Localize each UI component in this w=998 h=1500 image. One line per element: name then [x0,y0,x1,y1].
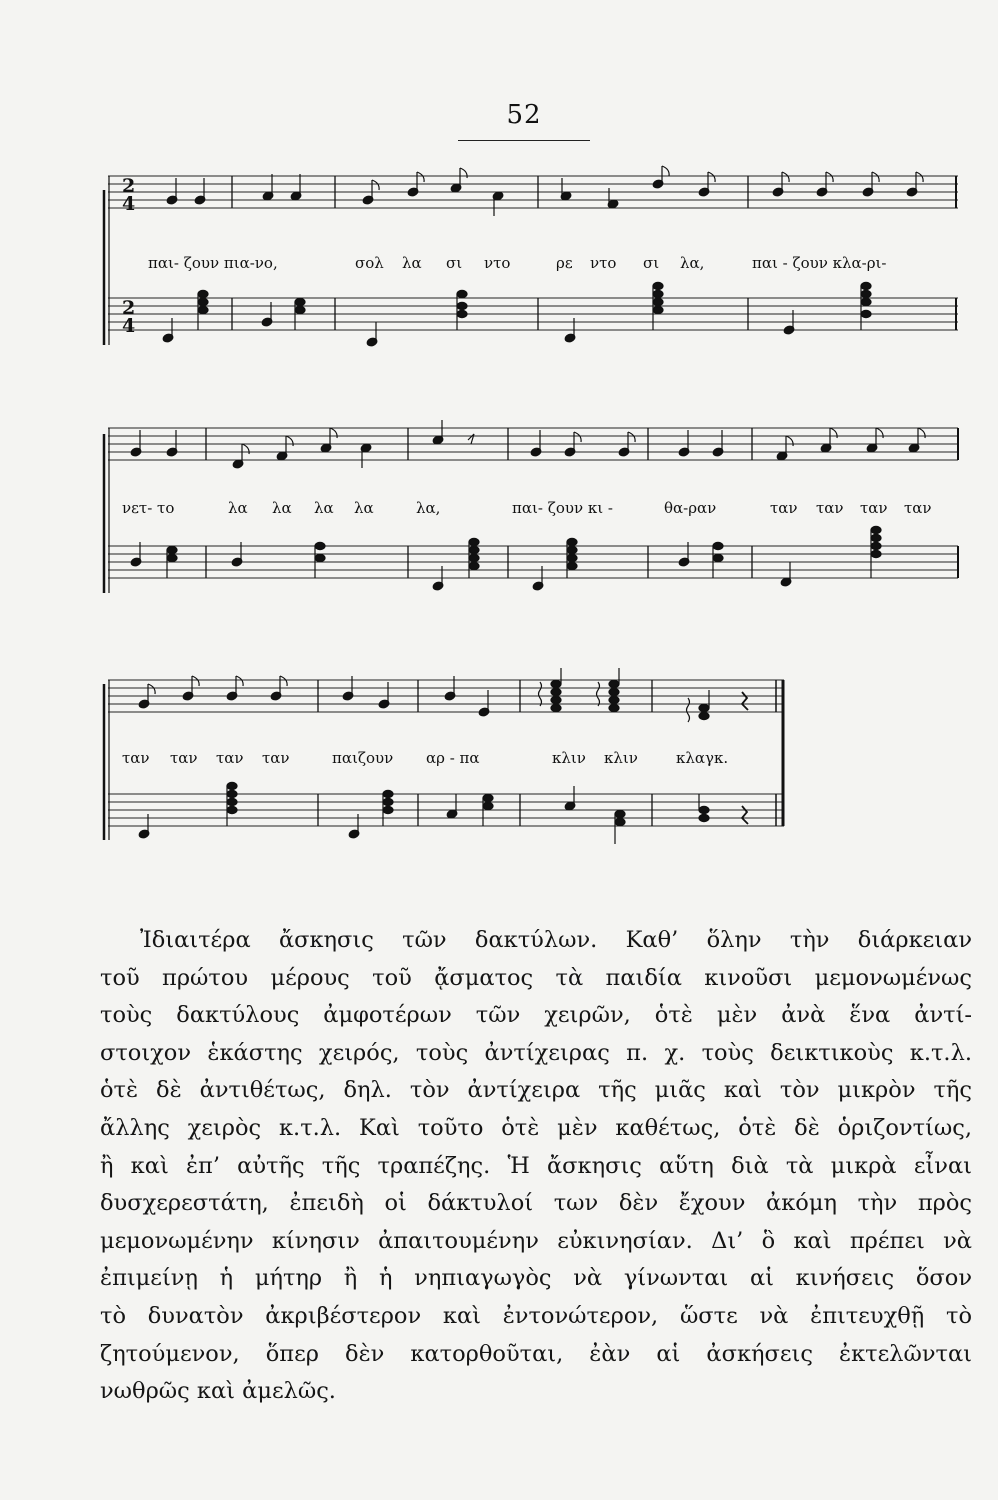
lyric-syllable: λα [228,499,248,517]
text-line: ἢ καὶ ἐπ’ αὐτῆς τῆς τραπέζης. Ἡ ἄσκησις αὕτη διὰ τὰ μικρὰ εἶναι [100,1152,972,1179]
score-svg-3 [100,668,790,853]
lyric-syllable: θα-ραν [664,499,717,517]
text-line: τοὺς δακτύλους ἀμφοτέρων τῶν χειρῶν, ὁτὲ μὲν ἀνὰ ἕνα ἀντί- [100,1002,972,1029]
lyric-syllable: ταν [262,749,290,767]
text-line: στοιχον ἑκάστης χειρός, τοὺς ἀντίχειρας π. χ. τοὺς δεικτικοὺς κ.τ.λ. [100,1039,972,1066]
text-line: Ἰδιαιτέρα ἄσκησις τῶν δακτύλων. Καθ’ ὅλην τὴν διάρκειαν [140,927,972,953]
lyric-syllable: λα [402,254,422,272]
lyric-syllable: κλιν [604,749,638,767]
bass-notes [130,526,881,591]
music-system-1 [100,170,962,355]
text-line: ζητούμενον, ὅπερ δὲν κατορθοῦται, ἐὰν αἱ ἀσκήσεις ἐκτελῶνται [100,1340,972,1367]
score-svg-1 [100,170,962,355]
system-brace-lines [104,176,109,345]
music-system-3 [100,668,790,853]
lyric-syllable: παι- ζουν κι - [512,499,613,517]
system-brace-lines [104,428,109,593]
text-line: ἐπιμείνῃ ἡ μήτηρ ἢ ἡ νηπιαγωγὸς νὰ γίνωνται αἱ κινήσεις ὅσον [100,1265,972,1292]
lyric-syllable: ταν [216,749,244,767]
lyric-syllable: λα [354,499,374,517]
lyric-syllable: νετ- το [122,499,175,517]
lyric-syllable: ταν [770,499,798,517]
lyric-syllable: σι [446,254,463,272]
lyric-syllable: ταν [816,499,844,517]
treble-notes [130,420,925,469]
lyrics-line-2 [122,499,932,517]
lyric-syllable: κλιν [552,749,586,767]
body-text [100,922,972,1411]
text-line: μεμονωμένην κίνησιν ἀπαιτουμένην εὐκινησίαν. Δι’ ὃ καὶ πρέπει νὰ [100,1227,972,1254]
lyric-syllable: λα, [680,254,705,272]
time-signature-bottom: 4 [122,193,136,215]
lyric-syllable: λα, [416,499,441,517]
page-number-rule [458,140,590,141]
bass-staff [108,298,958,330]
lyric-syllable: κλαγκ. [676,749,729,767]
text-line: ὁτὲ δὲ ἀντιθέτως, δηλ. τὸν ἀντίχειρα τῆς μιᾶς καὶ τὸν μικρὸν τῆς [100,1077,972,1104]
bass-staff [108,794,784,826]
lyric-syllable: ταν [860,499,888,517]
time-signature-top: 2 [122,297,136,319]
lyric-syllable: ταν [170,749,198,767]
lyric-syllable: αρ - πα [426,749,480,767]
lyric-syllable: σολ [355,254,384,272]
score-svg-2 [100,418,962,603]
lyric-syllable: λα [272,499,292,517]
lyric-syllable: ταν [904,499,932,517]
text-line: νωθρῶς καὶ ἀμελῶς. [100,1378,336,1405]
lyric-syllable: ντο [484,254,511,272]
time-signature-bottom: 4 [122,315,136,337]
lyric-syllable: παι - ζουν κλα-ρι- [752,254,887,272]
barlines [232,176,956,330]
text-line: δυσχερεστάτη, ἐπειδὴ οἱ δάκτυλοί των δὲν ἔχουν ἀκόμη τὴν πρὸς [100,1190,972,1217]
lyrics-line-1 [148,254,887,272]
lyric-syllable: ντο [590,254,617,272]
treble-notes [138,668,748,722]
time-signature-top: 2 [122,175,136,197]
page-number: 52 [506,100,542,130]
lyric-syllable: λα [314,499,334,517]
lyric-syllable: ταν [122,749,150,767]
bass-notes [138,782,748,844]
lyrics-line-3 [122,749,728,767]
bass-notes [162,282,871,347]
lyric-syllable: παι- ζουν πια-νο, [148,254,278,272]
lyric-syllable: ρε [556,254,573,272]
text-line: τοῦ πρώτου μέρους τοῦ ᾄσματος τὰ παιδία κινοῦσι μεμονωμένως [100,964,972,991]
music-system-2 [100,418,962,603]
lyric-syllable: παιζουν [332,749,394,767]
text-line: τὸ δυνατὸν ἀκριβέστερον καὶ ἐντονώτερον, ὥστε νὰ ἐπιτευχθῇ τὸ [100,1302,972,1329]
lyric-syllable: σι [643,254,660,272]
text-line: ἄλλης χειρὸς κ.τ.λ. Καὶ τοῦτο ὁτὲ μὲν καθέτως, ὁτὲ δὲ ὁριζοντίως, [100,1114,972,1141]
treble-staff [108,176,958,208]
